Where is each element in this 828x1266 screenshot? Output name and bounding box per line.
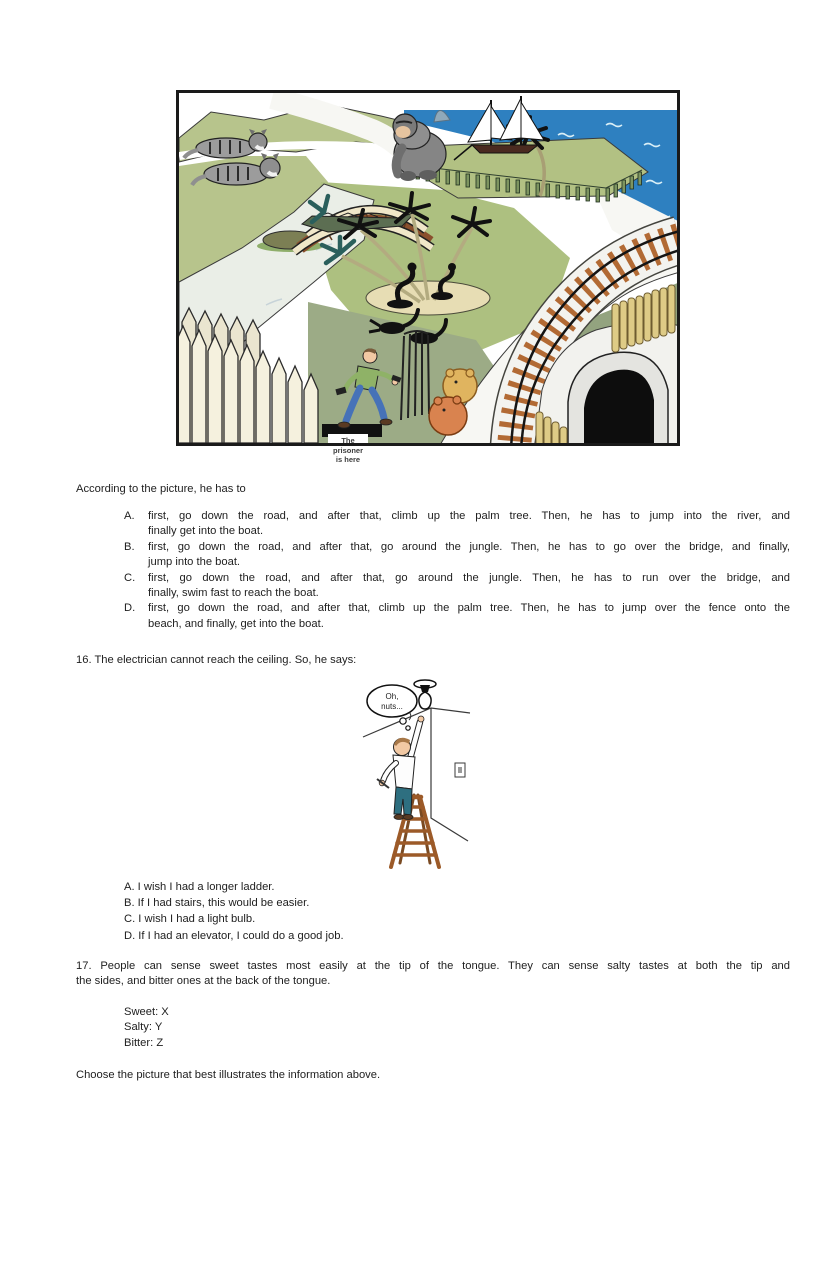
- option-text-line: jump into the boat.: [148, 556, 241, 569]
- light-bulb: [419, 692, 431, 709]
- thought-text-1: Oh,: [385, 692, 399, 701]
- option-text-line: first, go down the road, and after that, climb up the palm tree. Then, he has to jump over the fence onto the: [148, 602, 790, 615]
- option-letter: B.: [124, 540, 135, 553]
- q16-options: [124, 879, 684, 944]
- electrician-illustration: [330, 675, 530, 870]
- q16-option-d: D. If I had an elevator, I could do a good job.: [124, 929, 344, 942]
- electrician-man: [377, 716, 424, 820]
- island-scene-figure: [176, 90, 680, 465]
- island-scene-illustration: [176, 90, 680, 465]
- option-letter: A.: [124, 510, 135, 522]
- option-text-line: finally, swim fast to reach the boat.: [148, 587, 319, 600]
- option-text-line: first, go down the road, and after that, go around the jungle. Then, he has to run over the bridge, and: [148, 571, 790, 584]
- thought-text-2: nuts...: [381, 702, 403, 711]
- caption-line-3: is here: [335, 455, 361, 464]
- thought-bubble: [367, 685, 417, 730]
- taste-salty: Salty: Y: [124, 1021, 163, 1034]
- caption-line-1: The: [341, 436, 355, 445]
- q17-instruction: Choose the picture that best illustrates the information above.: [76, 1069, 381, 1081]
- q15-options: [124, 509, 790, 632]
- q16-stem: 16. The electrician cannot reach the ceiling. So, he says:: [76, 654, 357, 666]
- q16-option-a: A. I wish I had a longer ladder.: [124, 881, 275, 893]
- q15-stem: According to the picture, he has to: [76, 483, 246, 495]
- q16-option-b: B. If I had stairs, this would be easier.: [124, 897, 310, 910]
- electrician-figure: [330, 675, 530, 870]
- q15-option-d: [124, 601, 790, 632]
- q17-stem: [76, 959, 790, 990]
- option-text-line: finally get into the boat.: [148, 525, 264, 538]
- option-text-line: beach, and finally, get into the boat.: [148, 617, 324, 630]
- light-switch: [455, 763, 465, 777]
- q15-option-a: [124, 509, 790, 540]
- q17-stem-line-2: the sides, and bitter ones at the back of the tongue.: [76, 975, 331, 988]
- taste-sweet: Sweet: X: [124, 1006, 169, 1018]
- option-text-line: first, go down the road, and after that, climb up the palm tree. Then, he has to jump into the river, and: [148, 510, 790, 522]
- taste-bitter: Bitter: Z: [124, 1036, 164, 1049]
- q17-stem-line-1: 17. People can sense sweet tastes most easily at the tip of the tongue. They can sense salty tastes at both the tip and: [76, 960, 790, 972]
- q15-option-b: [124, 540, 790, 571]
- caption-line-2: prisoner: [332, 446, 364, 455]
- q17-taste-labels: [124, 1005, 424, 1051]
- option-letter: D.: [124, 602, 136, 615]
- option-letter: C.: [124, 571, 136, 584]
- q15-option-c: [124, 571, 790, 602]
- q16-option-c: C. I wish I had a light bulb.: [124, 913, 256, 926]
- option-text-line: first, go down the road, and after that, go around the jungle. Then, he has to go over the bridge, and finally,: [148, 540, 790, 553]
